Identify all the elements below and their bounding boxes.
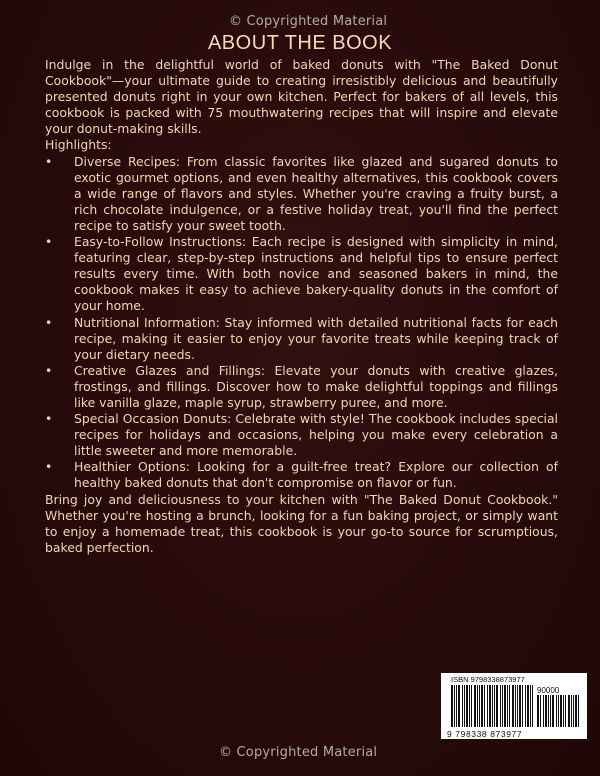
highlight-text: Diverse Recipes: From classic favorites like glazed and sugared donuts to exotic gourmet options, and even healthy alternatives, this cookbook covers a wide range of flavors and styles. Whether you're craving a fruity burst, a rich chocolate indulgence, or a festive holiday treat, you'll find the perfect recipe to satisfy your sweet tooth. — [74, 153, 558, 233]
barcode-bar — [578, 695, 579, 727]
barcode-bar — [471, 685, 472, 727]
barcode-bar — [481, 685, 483, 727]
barcode-bar — [540, 695, 541, 727]
barcode-bar — [500, 685, 501, 727]
highlight-text: Healthier Options: Looking for a guilt-free treat? Explore our collection of healthy baked donuts that don't compromise on flavor or fun. — [74, 459, 558, 491]
barcode-bar — [537, 695, 539, 727]
isbn-digits: 9 798338 873977 — [447, 729, 523, 739]
isbn-barcode — [441, 673, 587, 739]
barcode-bar — [543, 695, 544, 727]
barcode-bar — [552, 695, 554, 727]
barcode-bar — [464, 685, 465, 727]
barcode-bar — [502, 685, 503, 727]
bullet-icon: • — [45, 153, 53, 169]
bullet-icon: • — [45, 362, 53, 378]
barcode-bar — [519, 685, 521, 727]
copyright-watermark-top: © Copyrighted Material — [229, 14, 388, 29]
barcode-bar — [563, 695, 564, 727]
barcode-bar — [494, 685, 495, 727]
barcode-bar — [532, 685, 533, 727]
barcode-bars-icon — [451, 685, 533, 729]
highlight-item — [45, 363, 558, 411]
barcode-bar — [575, 695, 577, 727]
barcode-bar — [512, 685, 514, 727]
highlight-text: Special Occasion Donuts: Celebrate with style! The cookbook includes special recipes for holidays and occasions, helping you make every celebration a little sweeter and more memorable. — [74, 411, 558, 459]
highlight-item — [45, 459, 558, 491]
barcode-bar — [454, 685, 455, 727]
highlight-item — [45, 315, 558, 363]
price-code: 90000 — [537, 686, 560, 695]
barcode-bar — [451, 685, 453, 727]
barcode-bar — [527, 685, 529, 727]
bullet-icon: • — [45, 234, 53, 250]
barcode-bar — [517, 685, 518, 727]
barcode-bar — [474, 685, 476, 727]
barcode-bar — [496, 685, 498, 727]
barcode-bar — [565, 695, 566, 727]
barcode-bar — [522, 685, 523, 727]
barcode-bar — [492, 685, 493, 727]
barcode-bar — [530, 685, 531, 727]
barcode-bar — [487, 685, 488, 727]
barcode-bar — [560, 695, 562, 727]
barcode-bar — [489, 685, 491, 727]
barcode-bar — [504, 685, 506, 727]
barcode-bar — [548, 695, 549, 727]
bullet-icon: • — [45, 459, 53, 475]
barcode-bar — [571, 695, 572, 727]
highlight-text: Easy-to-Follow Instructions: Each recipe is designed with simplicity in mind, featuring clear, step-by-step instructions and helpful tips to ensure perfect results every time. With both novice and seasoned bakers in mind, the cookbook makes it easy to achieve bakery-quality donuts in the comfort of your home. — [74, 234, 558, 314]
barcode-bar — [469, 685, 470, 727]
barcode-bar — [573, 695, 574, 727]
barcode-bar — [568, 695, 570, 727]
bullet-icon: • — [45, 411, 53, 427]
barcode-bar — [525, 685, 526, 727]
barcode-bar — [507, 685, 508, 727]
barcode-bar — [479, 685, 480, 727]
barcode-bar — [545, 695, 547, 727]
page-title: ABOUT THE BOOK — [207, 32, 393, 54]
isbn-label: ISBN 9798338873977 — [451, 675, 525, 684]
intro-paragraph: Indulge in the delightful world of baked donuts with "The Baked Donut Cookbook"—your ultimate guide to creating irresistibly delicious and beautifully presented donuts right in your own kitchen. Perfect for bakers of all levels, this cookbook is packed with 75 mouthwatering recipes that will inspire and elevate your donut-making skills. — [45, 57, 558, 137]
highlight-item — [45, 154, 558, 234]
barcode-bar — [477, 685, 478, 727]
highlight-item — [45, 234, 558, 314]
barcode-bar — [456, 685, 457, 727]
barcode-bar — [509, 685, 510, 727]
barcode-bar — [484, 685, 485, 727]
highlight-item — [45, 411, 558, 459]
copyright-watermark-bottom: © Copyrighted Material — [219, 745, 378, 760]
barcode-bar — [466, 685, 468, 727]
barcode-bar — [550, 695, 551, 727]
barcode-bar — [558, 695, 559, 727]
bullet-icon: • — [45, 314, 53, 330]
highlight-text: Creative Glazes and Fillings: Elevate your donuts with creative glazes, frostings, and fillings. Discover how to make delightful toppings and fillings like vanilla glaze, maple syrup, strawberry puree, and more. — [74, 362, 558, 410]
barcode-bar — [458, 685, 460, 727]
barcode-bar — [462, 685, 463, 727]
barcode-bar — [515, 685, 516, 727]
highlights-heading: Highlights: — [45, 137, 112, 153]
price-barcode-icon — [537, 695, 581, 729]
highlight-text: Nutritional Information: Stay informed with detailed nutritional facts for each recipe, making it easier to enjoy your favorite treats while keeping track of your dietary needs. — [74, 314, 558, 362]
book-description — [45, 57, 558, 556]
closing-paragraph: Bring joy and deliciousness to your kitchen with "The Baked Donut Cookbook." Whether you're hosting a brunch, looking for a fun baking project, or simply want to enjoy a homemade treat, this cookbook is your go-to source for scrumptious, baked perfection. — [45, 491, 558, 555]
barcode-bar — [556, 695, 557, 727]
